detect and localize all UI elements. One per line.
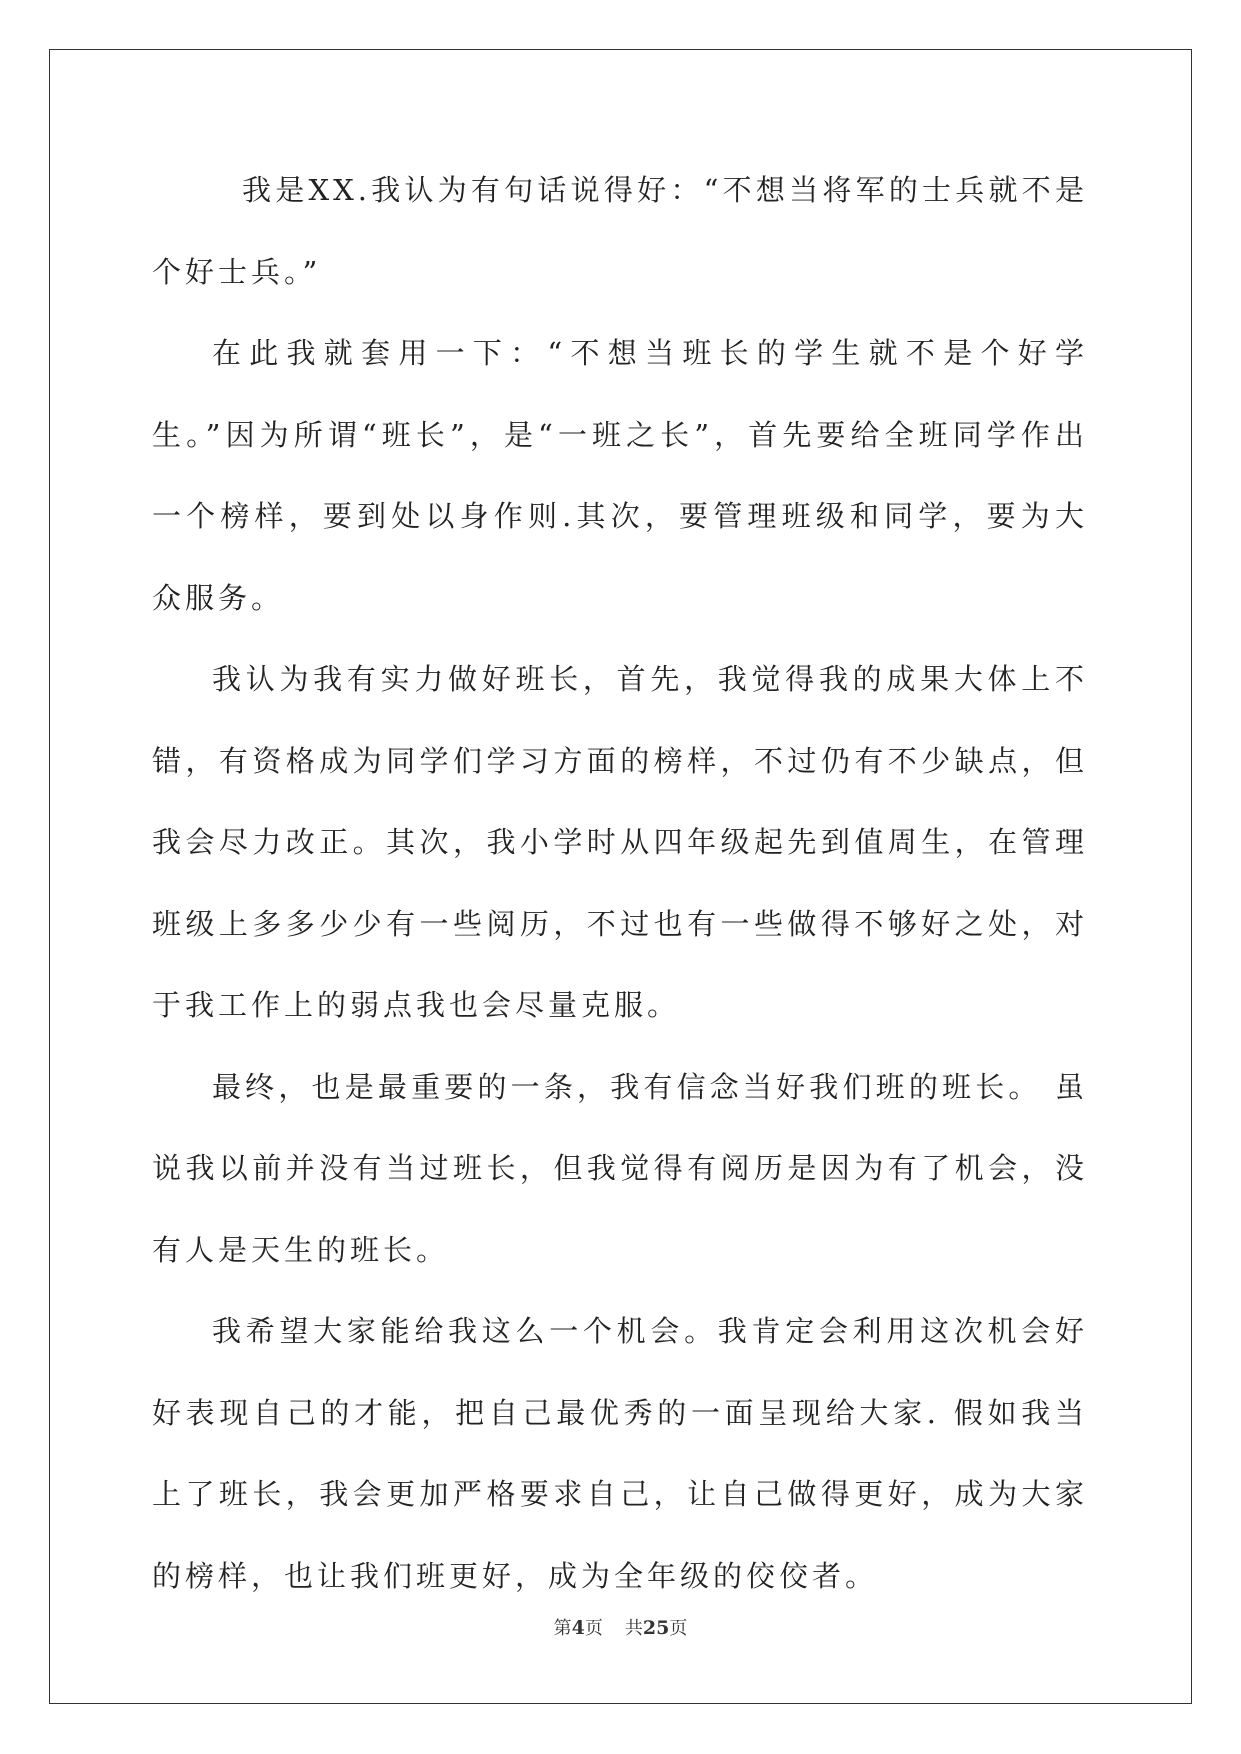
page-prefix: 第 (553, 1618, 572, 1639)
paragraph-3: 我认为我有实力做好班长，首先，我觉得我的成果大体上不错，有资格成为同学们学习方面的榜样，不过仍有不少缺点，但我会尽力改正。其次，我小学时从四年级起先到值周生，在管理班级上多多少少有一些阅历，不过也有一些做得不够好之处，对于我工作上的弱点我也会尽量克服。 (152, 662, 1088, 1022)
page-number: 4 (571, 1617, 585, 1639)
page-suffix: 页 (584, 1618, 603, 1639)
paragraph-4: 最终，也是最重要的一条，我有信念当好我们班的班长。 虽说我以前并没有当过班长，但我觉得有阅历是因为有了机会，没有人是天生的班长。 (152, 1069, 1088, 1267)
paragraph-1: 我是XX.我认为有句话说得好：“不想当将军的士兵就不是个好士兵。” (152, 173, 1088, 289)
total-suffix: 页 (669, 1618, 688, 1639)
paragraph-5: 我希望大家能给我这么一个机会。我肯定会利用这次机会好好表现自己的才能，把自己最优秀的一面呈现给大家. 假如我当上了班长，我会更加严格要求自己，让自己做得更好，成为大家的榜样，也让我们班更好，成为全年级的佼佼者。 (152, 1314, 1088, 1593)
total-pages: 25 (642, 1617, 670, 1639)
document-body (152, 150, 1088, 1617)
page-footer (0, 1614, 1241, 1640)
total-prefix: 共 (624, 1618, 643, 1639)
paragraph-2: 在此我就套用一下：“不想当班长的学生就不是个好学生。”因为所谓“班长”，是“一班之长”，首先要给全班同学作出一个榜样，要到处以身作则.其次，要管理班级和同学，要为大众服务。 (152, 336, 1088, 615)
